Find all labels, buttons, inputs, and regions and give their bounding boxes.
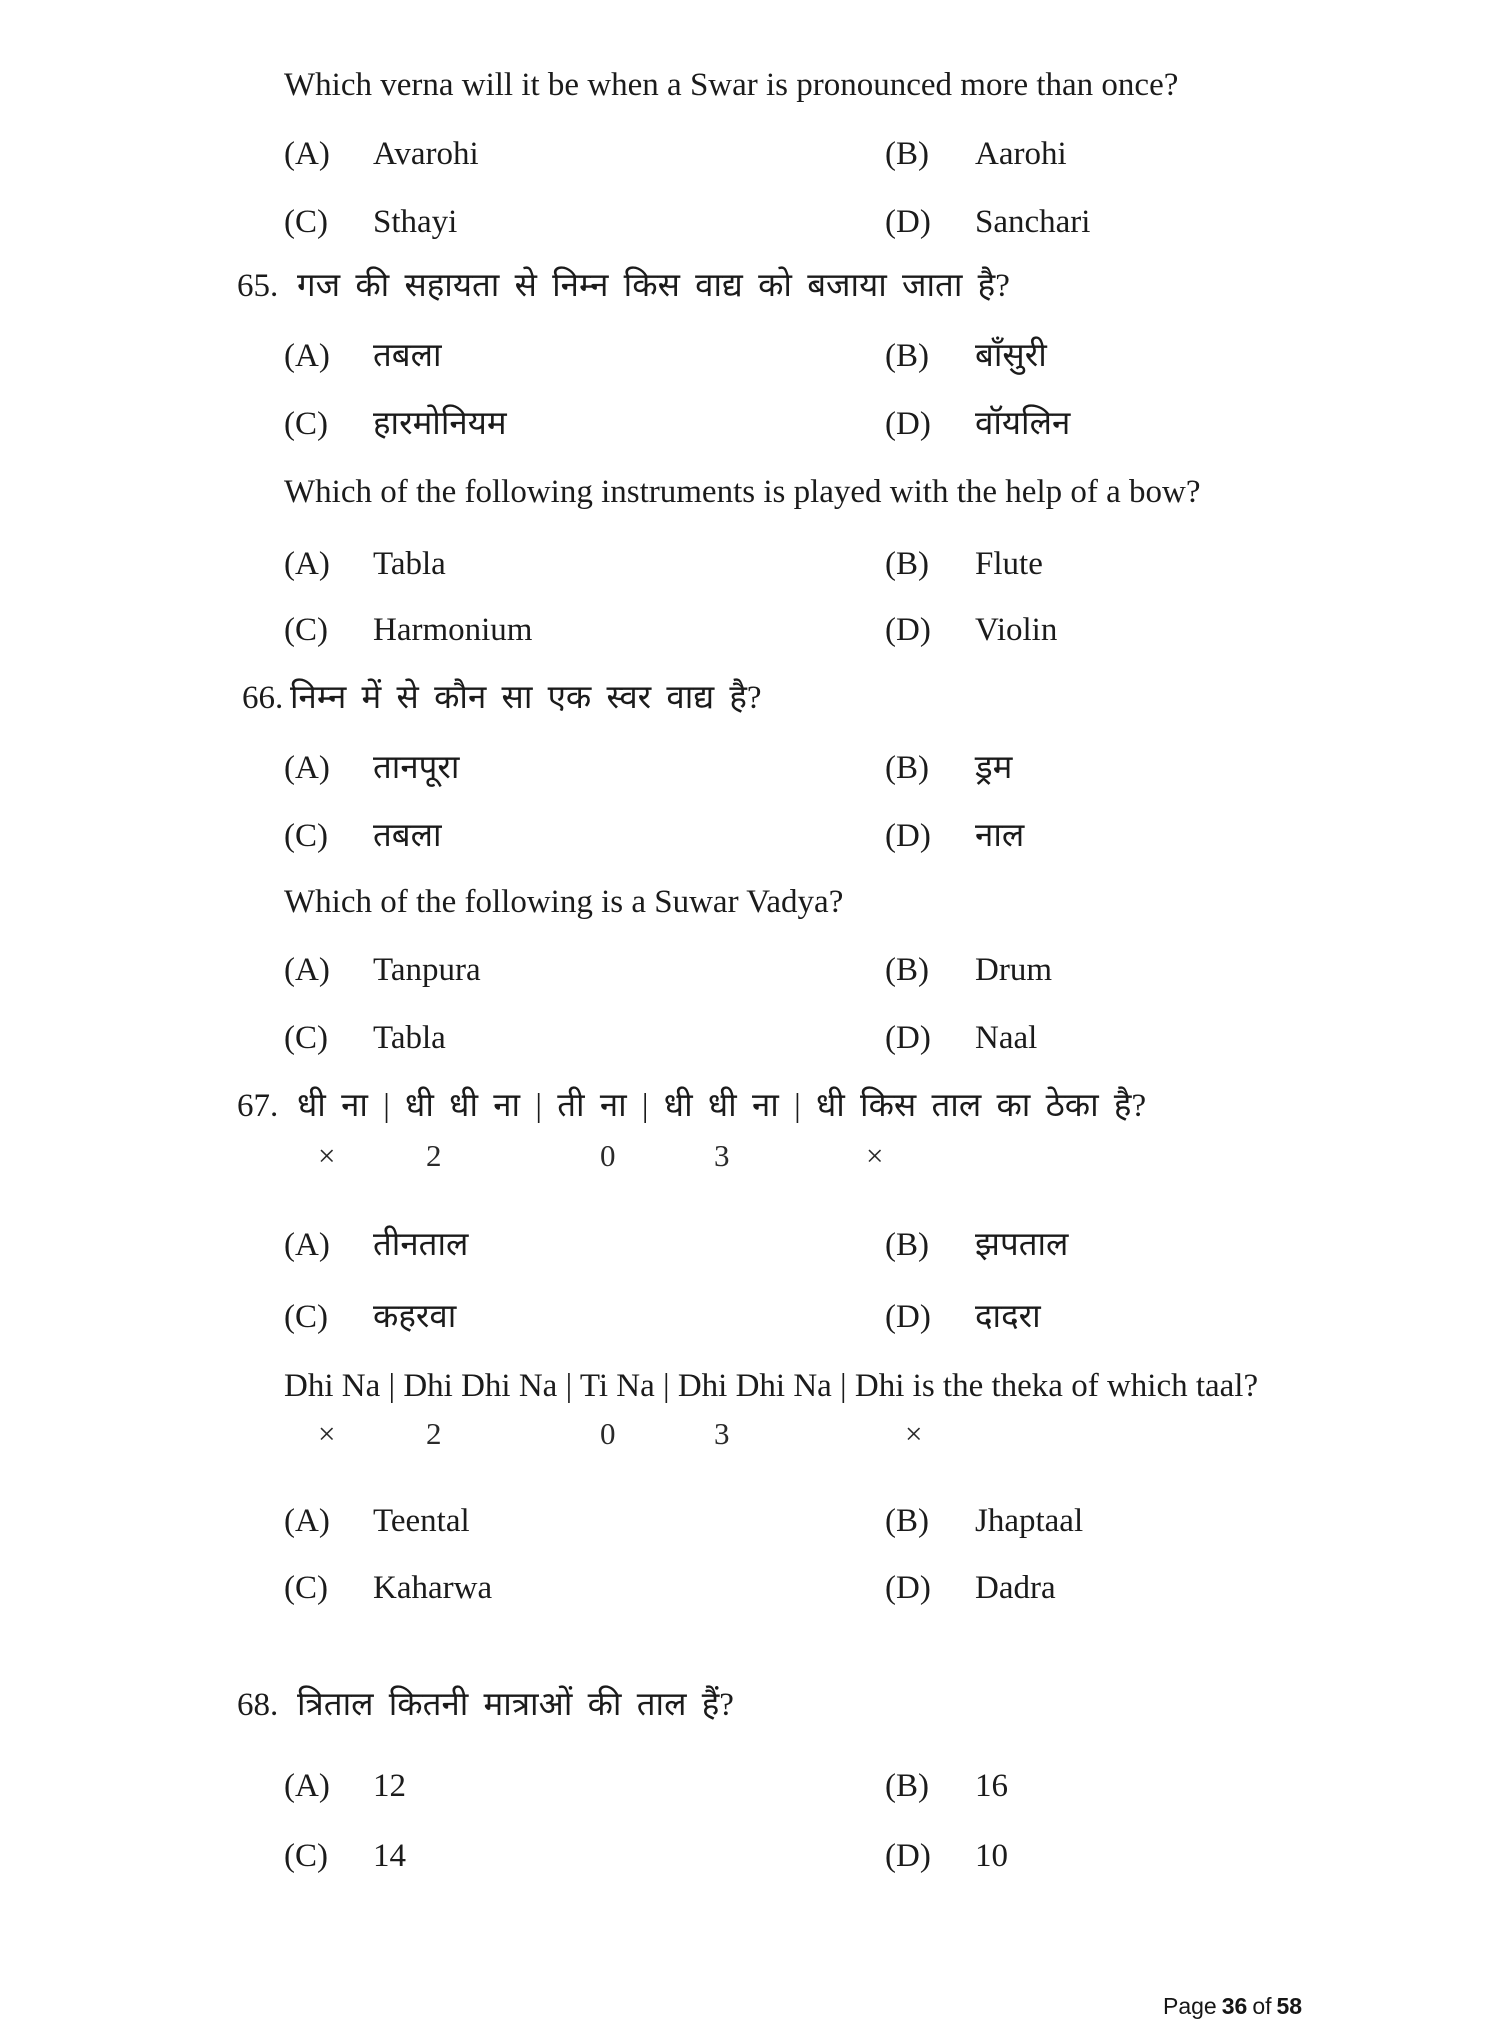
option-label-a: (A)	[284, 952, 330, 988]
option-text-c: Tabla	[373, 1020, 446, 1056]
question-68-hindi	[0, 1682, 1505, 1734]
taal-beat-mark: ×	[318, 1416, 336, 1451]
option-label-a: (A)	[284, 338, 330, 374]
option-label-d: (D)	[885, 818, 931, 854]
option-text-a: तीनताल	[373, 1227, 469, 1263]
option-label-d: (D)	[885, 1570, 931, 1606]
option-text-c: हारमोनियम	[373, 406, 507, 442]
option-label-b: (B)	[885, 338, 929, 374]
option-text-b: झपताल	[975, 1227, 1069, 1263]
taal-beat-mark: 0	[600, 1138, 616, 1173]
options-row	[0, 1763, 1505, 1815]
option-label-d: (D)	[885, 1020, 931, 1056]
options-row	[0, 131, 1505, 183]
option-label-c: (C)	[284, 818, 328, 854]
page-label: Page	[1163, 1993, 1217, 2019]
option-text-c: Sthayi	[373, 204, 458, 240]
options-row	[0, 813, 1505, 865]
taal-beat-mark: 2	[426, 1138, 442, 1173]
option-text-c: 14	[373, 1838, 406, 1874]
options-row	[0, 333, 1505, 385]
option-label-a: (A)	[284, 546, 330, 582]
page-footer	[1163, 1993, 1307, 2020]
question-text: गज की सहायता से निम्न किस वाद्य को बजाया जाता है?	[297, 268, 1010, 304]
option-text-b: Jhaptaal	[975, 1503, 1084, 1539]
option-label-a: (A)	[284, 1768, 330, 1804]
options-row	[0, 1498, 1505, 1550]
options-row	[0, 1015, 1505, 1067]
option-label-d: (D)	[885, 406, 931, 442]
question-text: धी ना | धी धी ना | ती ना | धी धी ना | धी किस ताल का ठेका है?	[297, 1088, 1147, 1124]
question-number: 68.	[237, 1687, 279, 1723]
question-text: Which of the following instruments is played with the help of a bow?	[284, 474, 1201, 510]
question-67-english	[0, 1363, 1505, 1415]
option-label-a: (A)	[284, 1227, 330, 1263]
option-label-c: (C)	[284, 406, 328, 442]
option-text-d: 10	[975, 1838, 1008, 1874]
taal-beat-mark: ×	[318, 1138, 336, 1173]
options-row	[0, 1565, 1505, 1617]
options-row	[0, 745, 1505, 797]
taal-beat-mark: 0	[600, 1416, 616, 1451]
option-text-d: Violin	[975, 612, 1058, 648]
option-text-b: बाँसुरी	[975, 338, 1047, 374]
option-label-c: (C)	[284, 1838, 328, 1874]
option-text-a: तबला	[373, 338, 442, 374]
option-label-b: (B)	[885, 750, 929, 786]
taal-beat-mark: 3	[714, 1416, 730, 1451]
option-label-c: (C)	[284, 1020, 328, 1056]
question-text: Dhi Na | Dhi Dhi Na | Ti Na | Dhi Dhi Na | Dhi is the theka of which taal?	[284, 1368, 1259, 1404]
current-page-number: 36	[1221, 1993, 1248, 2019]
option-text-a: तानपूरा	[373, 750, 460, 786]
options-row	[0, 541, 1505, 593]
taal-beat-mark: ×	[905, 1416, 923, 1451]
option-text-a: Teental	[373, 1503, 470, 1539]
option-text-b: ड्रम	[975, 750, 1013, 786]
option-label-d: (D)	[885, 612, 931, 648]
option-label-c: (C)	[284, 1570, 328, 1606]
option-label-b: (B)	[885, 1227, 929, 1263]
option-label-d: (D)	[885, 204, 931, 240]
question-text: निम्न में से कौन सा एक स्वर वाद्य है?	[290, 680, 762, 716]
options-row	[0, 1294, 1505, 1346]
question-text: त्रिताल कितनी मात्राओं की ताल हैं?	[297, 1687, 734, 1723]
taal-notation-row	[0, 1133, 1505, 1185]
question-text: Which of the following is a Suwar Vadya?	[284, 884, 844, 920]
option-text-c: तबला	[373, 818, 442, 854]
question-number: 67.	[237, 1088, 279, 1124]
options-row	[0, 1222, 1505, 1274]
option-text-d: दादरा	[975, 1299, 1041, 1335]
taal-beat-mark: 3	[714, 1138, 730, 1173]
option-text-d: Sanchari	[975, 204, 1091, 240]
question-67-hindi	[0, 1083, 1505, 1135]
option-text-d: वॉयलिन	[975, 406, 1071, 442]
option-text-a: Avarohi	[373, 136, 479, 172]
options-row	[0, 401, 1505, 453]
option-text-b: 16	[975, 1768, 1008, 1804]
question-text: Which verna will it be when a Swar is pronounced more than once?	[284, 67, 1179, 103]
option-label-c: (C)	[284, 204, 328, 240]
option-text-a: Tabla	[373, 546, 446, 582]
option-text-d: Naal	[975, 1020, 1038, 1056]
of-label: of	[1252, 1993, 1272, 2019]
question-66-hindi	[0, 675, 1505, 727]
option-label-c: (C)	[284, 1299, 328, 1335]
option-text-c: Kaharwa	[373, 1570, 493, 1606]
question-66-english	[0, 879, 1505, 931]
option-label-b: (B)	[885, 952, 929, 988]
option-text-d: Dadra	[975, 1570, 1056, 1606]
option-text-b: Aarohi	[975, 136, 1067, 172]
options-row	[0, 1833, 1505, 1885]
taal-notation-row	[0, 1411, 1505, 1463]
option-text-a: 12	[373, 1768, 406, 1804]
options-row	[0, 199, 1505, 251]
option-label-a: (A)	[284, 136, 330, 172]
option-label-d: (D)	[885, 1838, 931, 1874]
option-text-c: Harmonium	[373, 612, 533, 648]
option-label-d: (D)	[885, 1299, 931, 1335]
taal-beat-mark: ×	[866, 1138, 884, 1173]
question-number: 66.	[242, 680, 284, 716]
total-page-number: 58	[1276, 1993, 1303, 2019]
question-64-english	[0, 62, 1505, 114]
option-label-b: (B)	[885, 1503, 929, 1539]
option-text-b: Drum	[975, 952, 1052, 988]
options-row	[0, 947, 1505, 999]
option-label-a: (A)	[284, 750, 330, 786]
option-text-b: Flute	[975, 546, 1043, 582]
question-65-hindi	[0, 263, 1505, 315]
taal-beat-mark: 2	[426, 1416, 442, 1451]
option-text-c: कहरवा	[373, 1299, 457, 1335]
option-label-c: (C)	[284, 612, 328, 648]
option-text-d: नाल	[975, 818, 1025, 854]
option-label-a: (A)	[284, 1503, 330, 1539]
option-label-b: (B)	[885, 1768, 929, 1804]
option-label-b: (B)	[885, 546, 929, 582]
question-number: 65.	[237, 268, 279, 304]
option-text-a: Tanpura	[373, 952, 481, 988]
option-label-b: (B)	[885, 136, 929, 172]
question-65-english	[0, 469, 1505, 521]
options-row	[0, 607, 1505, 659]
